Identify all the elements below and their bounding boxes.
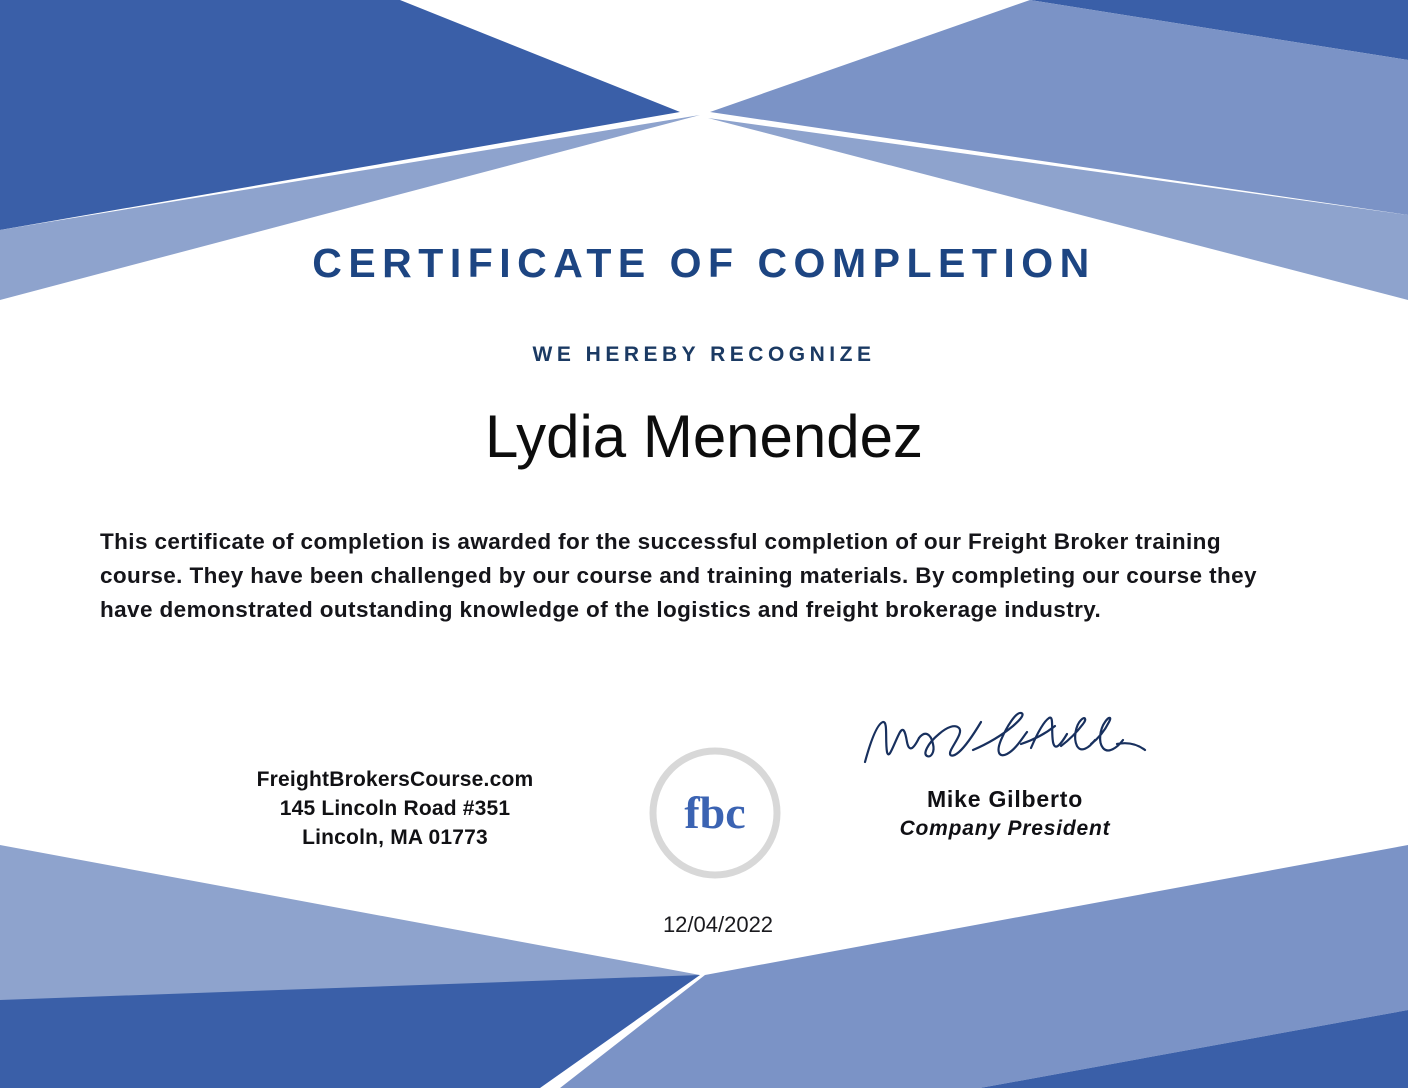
- certificate-body-text: This certificate of completion is awarded for the successful completion of our Freight Broker training course. They have been challenged by our course and training materials. By completing our course they have demonstrated outstanding knowledge of the logistics and freight brokerage industry.: [100, 529, 1257, 622]
- date-issued: 12/04/2022: [662, 912, 774, 937]
- recipient-name: Lydia Menendez: [484, 403, 924, 470]
- logo-text: fbc: [684, 787, 746, 838]
- issuer-address-block: [130, 765, 660, 852]
- handwritten-signature-icon: [855, 700, 1155, 780]
- issuer-address-line1: 145 Lincoln Road #351: [279, 797, 511, 820]
- signer-role: Company President: [899, 817, 1111, 840]
- page-title: CERTIFICATE OF COMPLETION: [312, 240, 1096, 286]
- signer-name: Mike Gilberto: [926, 786, 1084, 812]
- issuer-website: FreightBrokersCourse.com: [256, 768, 534, 791]
- recognition-subtitle: WE HEREBY RECOGNIZE: [532, 343, 876, 366]
- signature-block: [830, 700, 1180, 841]
- fbc-logo: [648, 746, 782, 880]
- issuer-address-line2: Lincoln, MA 01773: [302, 826, 488, 849]
- fbc-logo-icon: [648, 746, 782, 880]
